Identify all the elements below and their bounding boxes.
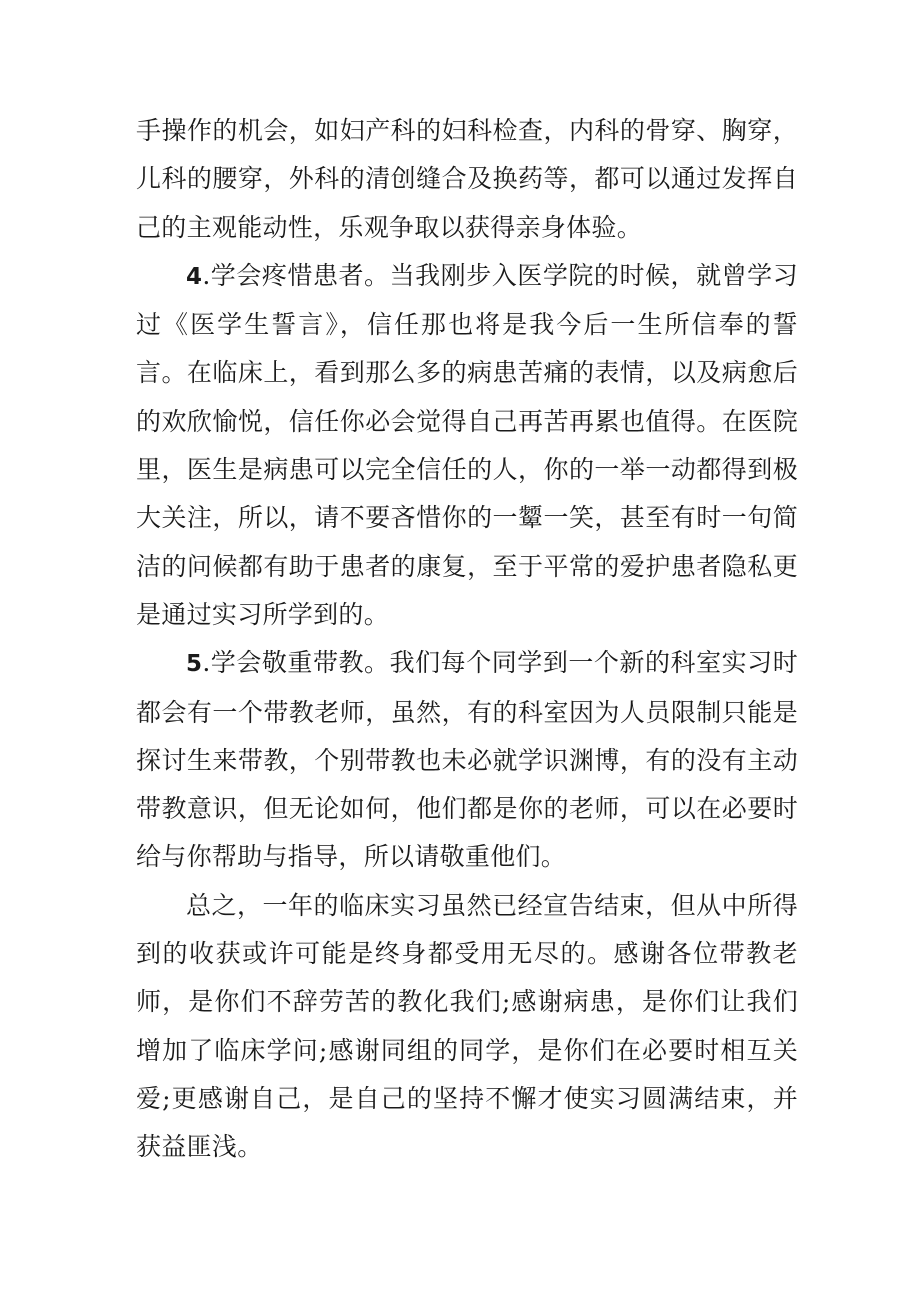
- paragraph-conclusion: [136, 882, 798, 1172]
- document-body: [136, 107, 798, 1172]
- paragraph-item-5: [136, 639, 798, 881]
- item-number: 4: [186, 263, 203, 290]
- paragraph-text: 手操作的机会，如妇产科的妇科检查，内科的骨穿、胸穿，儿科的腰穿，外科的清创缝合及换药等，都可以通过发挥自己的主观能动性，乐观争取以获得亲身体验。: [136, 116, 798, 242]
- paragraph-text: .学会疼惜患者。当我刚步入医学院的时候，就曾学习过《医学生誓言》，信任那也将是我今后一生所信奉的誓言。在临床上，看到那么多的病患苦痛的表情，以及病愈后的欢欣愉悦，信任你必会觉得自己再苦再累也值得。在医院里，医生是病患可以完全信任的人，你的一举一动都得到极大关注，所以，请不要吝惜你的一颦一笑，甚至有时一句简洁的问候都有助于患者的康复，至于平常的爱护患者隐私更是通过实习所学到的。: [136, 260, 798, 629]
- paragraph-continuation: [136, 107, 798, 252]
- paragraph-text: 总之，一年的临床实习虽然已经宣告结束，但从中所得到的收获或许可能是终身都受用无尽的。感谢各位带教老师，是你们不辞劳苦的教化我们;感谢病患，是你们让我们增加了临床学问;感谢同组的同学，是你们在必要时相互关爱;更感谢自己，是自己的坚持不懈才使实习圆满结束，并获益匪浅。: [136, 890, 798, 1162]
- paragraph-item-4: [136, 252, 798, 639]
- item-number: 5: [186, 651, 203, 678]
- paragraph-text: .学会敬重带教。我们每个同学到一个新的科室实习时都会有一个带教老师，虽然，有的科室因为人员限制只能是探讨生来带教，个别带教也未必就学识渊博，有的没有主动带教意识，但无论如何，他们都是你的老师，可以在必要时给与你帮助与指导，所以请敬重他们。: [136, 648, 798, 872]
